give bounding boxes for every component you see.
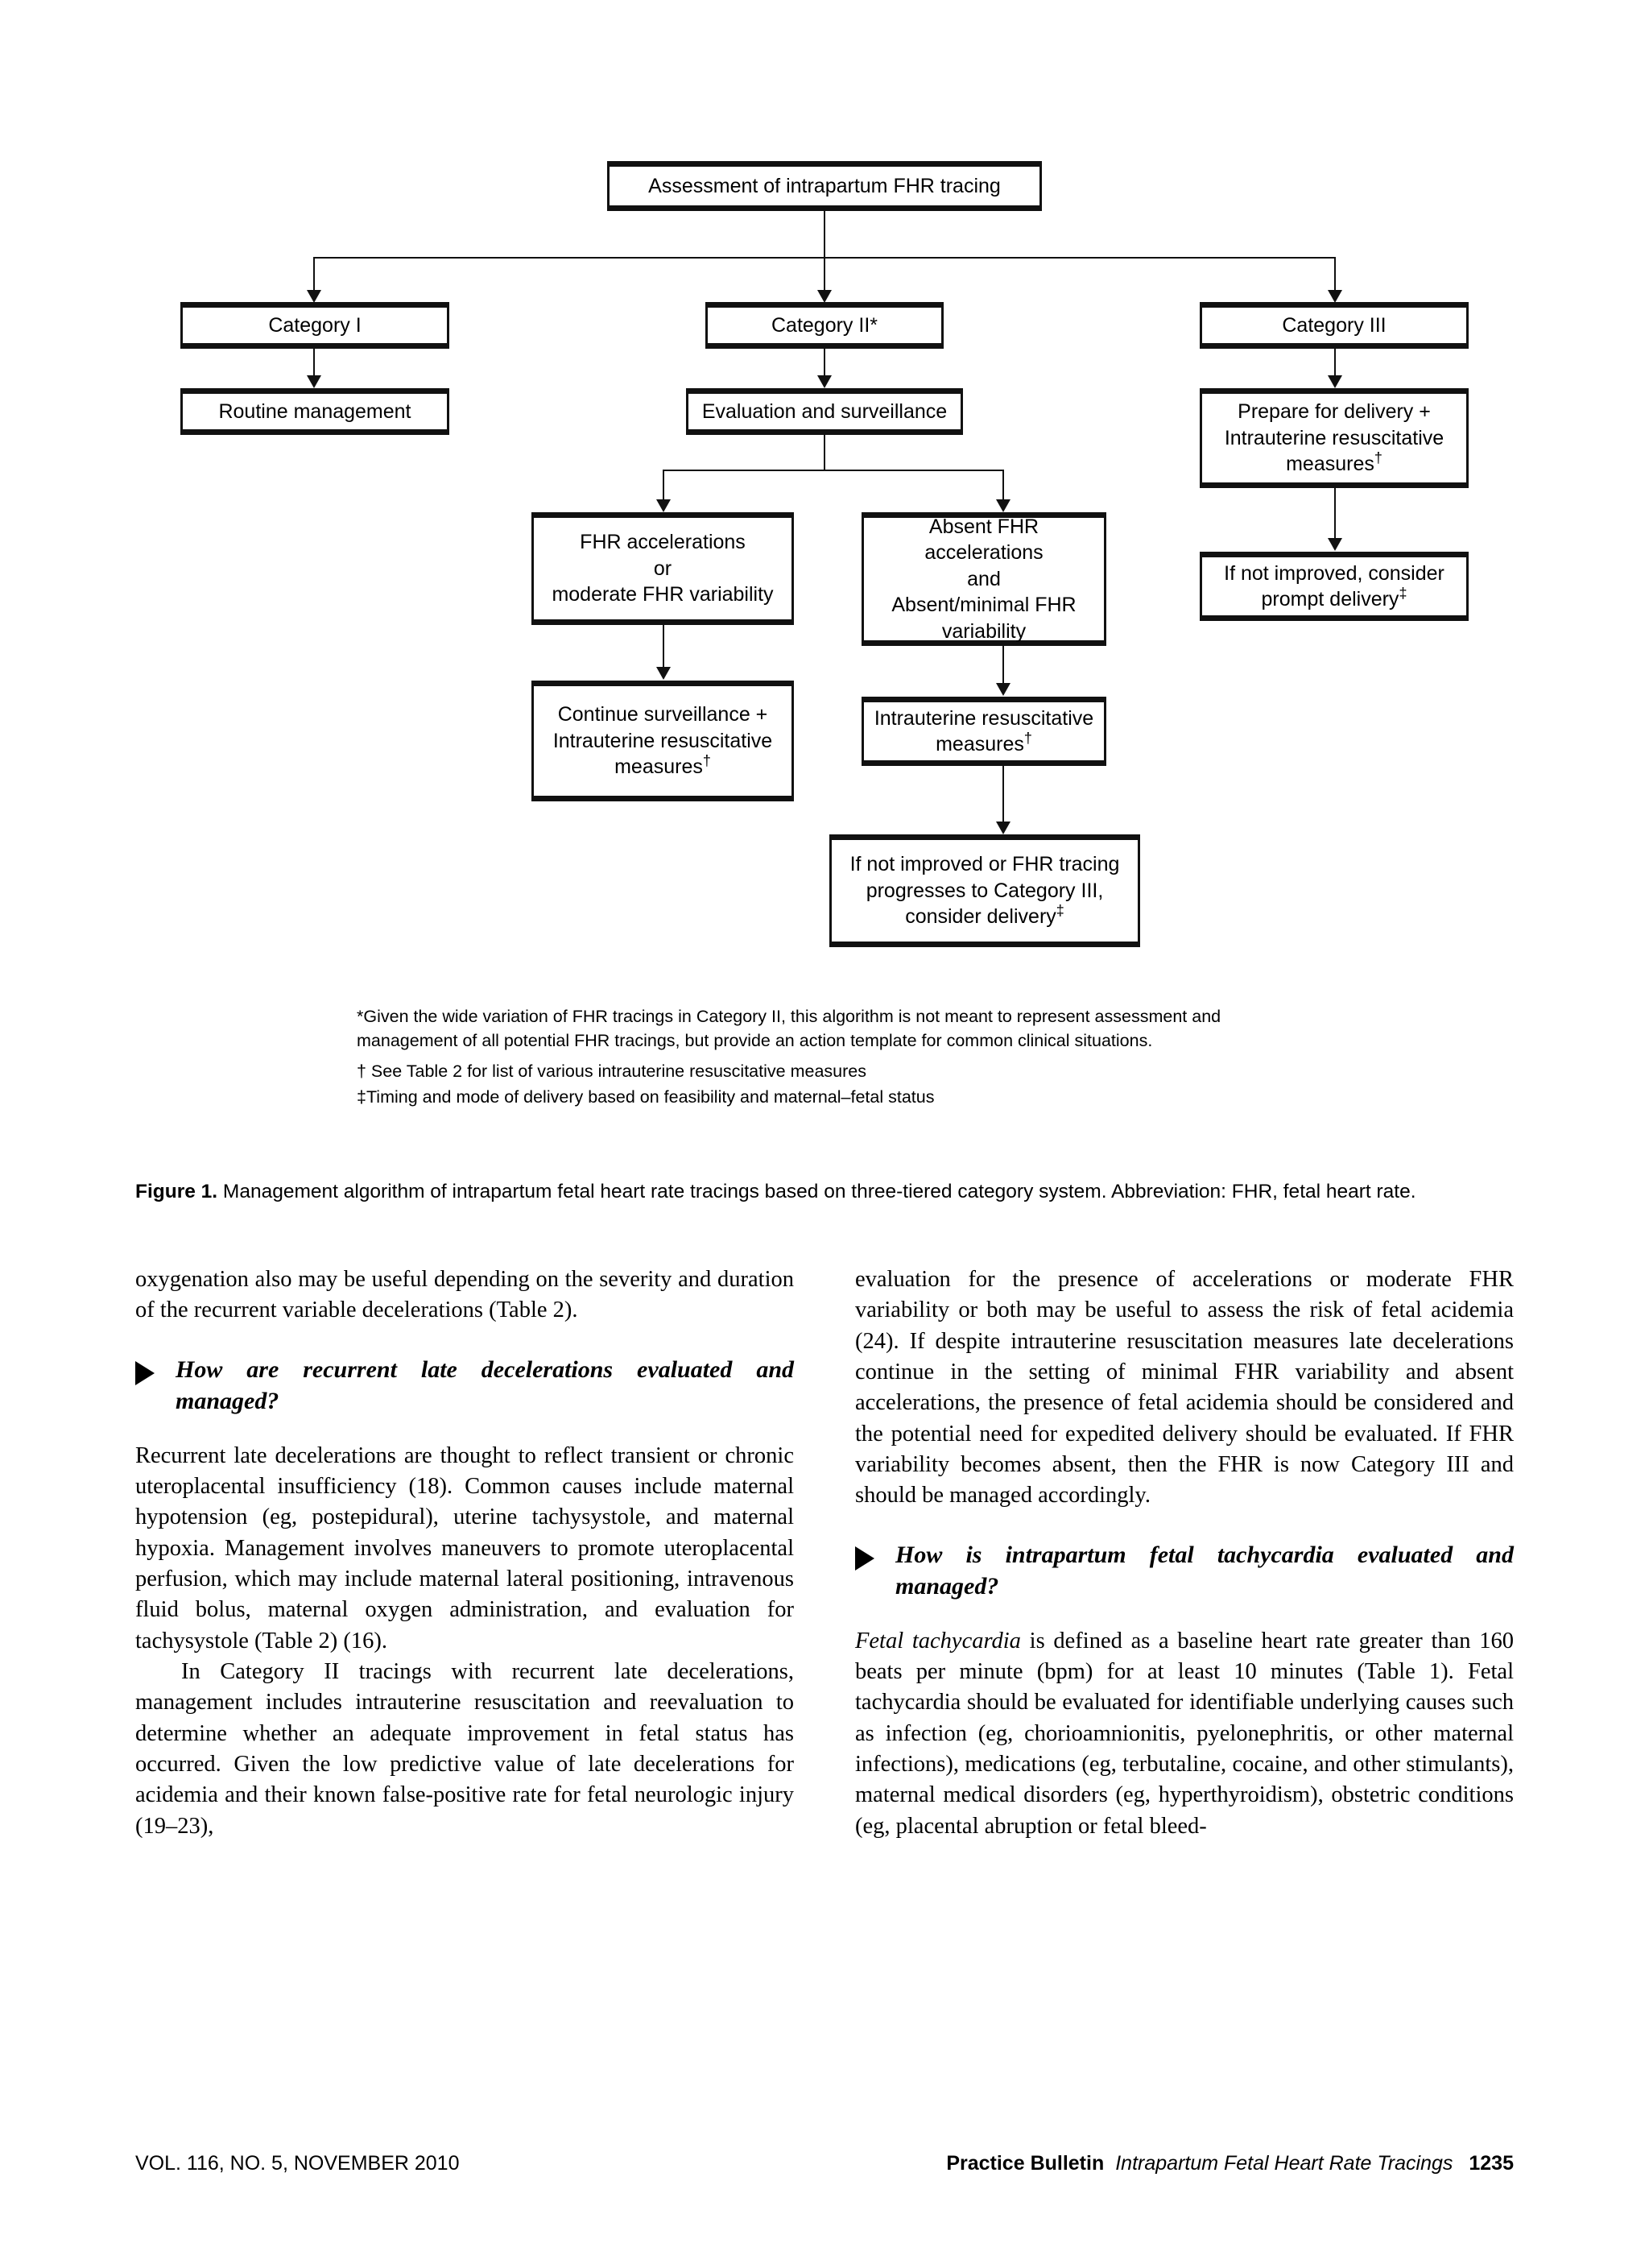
footer-running-head — [946, 2152, 1514, 2175]
right-paragraph-1: evaluation for the presence of accelerations or moderate FHR variability or both may be useful to assess the risk of fetal acidemia (24). If despite intrauterine resuscitation measures late decelerations continue in the setting of minimal FHR variability and absent accelerations, the presence of fetal acidemia should be considered and the potential need for expedited delivery should be evaluated. If FHR variability becomes absent, then the FHR is now Category III and should be managed accordingly. — [855, 1267, 1514, 1509]
prepare-footnote-marker: † — [1374, 449, 1382, 466]
footer-volume-info: VOL. 116, NO. 5, NOVEMBER 2010 — [135, 2152, 460, 2175]
flow-box-fhr-accelerations — [531, 512, 794, 625]
flow-box-prepare-delivery-label — [1209, 399, 1460, 478]
flow-box-continue-surveillance-label — [540, 702, 785, 780]
accel-line-3: moderate FHR variability — [552, 583, 774, 606]
arrow-absent — [996, 499, 1010, 512]
flow-box-evaluation-surveillance — [686, 388, 963, 435]
connector-drop-cat3 — [1334, 257, 1336, 293]
figure-caption-text: Management algorithm of intrapartum fetal heart rate tracings based on three-tiered category system. Abbreviation: FHR, fetal heart rate. — [217, 1181, 1416, 1202]
notimproved-footnote-marker: ‡ — [1399, 585, 1407, 602]
flow-box-root — [607, 161, 1042, 211]
footer-section-label: Practice Bulletin — [946, 2152, 1105, 2175]
right-paragraph-2-italic-lead: Fetal tachycardia — [855, 1628, 1021, 1653]
prepare-line-1: Prepare for delivery + — [1238, 400, 1431, 424]
question-heading-left-text: How are recurrent late decelerations evaluated and managed? — [176, 1355, 794, 1414]
absent-line-4: variability — [941, 619, 1027, 643]
arrow-evaluation — [817, 375, 832, 388]
absent-line-1: Absent FHR accelerations — [924, 515, 1044, 565]
flow-box-intrauterine-resuscitative — [862, 697, 1106, 766]
continue-line-3: measures — [614, 755, 703, 779]
body-column-right — [855, 1264, 1514, 1842]
iur-line-1: Intrauterine resuscitative — [874, 706, 1094, 730]
progress-line-3: consider delivery — [905, 905, 1056, 929]
flow-box-prepare-delivery — [1200, 388, 1469, 488]
right-paragraph-2 — [855, 1626, 1514, 1842]
question-heading-right-text: How is intrapartum fetal tachycardia evaluated and managed? — [895, 1541, 1514, 1600]
footnote-dagger: † See Table 2 for list of various intrauterine resuscitative measures — [357, 1062, 866, 1082]
flow-box-category-2 — [705, 302, 944, 349]
flow-box-routine-management — [180, 388, 449, 435]
iur-footnote-marker: † — [1023, 730, 1032, 747]
left-paragraph-3: In Category II tracings with recurrent late decelerations, management includes intrauterine resuscitation and reevaluation to determine whether an adequate improvement in fetal status has occurred. Given the low predictive value of late decelerations for acidemia and their known false-positive rate for fetal neurologic injury (19–23), — [135, 1658, 794, 1839]
connector-drop-accel — [663, 470, 664, 502]
arrow-cat2 — [817, 290, 832, 303]
footnote-double-dagger: ‡Timing and mode of delivery based on feasibility and maternal–fetal status — [357, 1086, 935, 1107]
triangle-bullet-icon — [855, 1546, 874, 1571]
left-paragraph-1: oxygenation also may be useful depending on the severity and duration of the recurrent variable decelerations (Table 2). — [135, 1267, 794, 1323]
connector-drop-cat1 — [313, 257, 315, 293]
figure-footnotes — [357, 1005, 1230, 1111]
arrow-progress — [996, 822, 1010, 834]
absent-line-2: and — [967, 567, 1001, 590]
flow-box-category-2-label: Category II* — [771, 313, 878, 337]
continue-line-1: Continue surveillance + — [557, 703, 768, 726]
absent-line-3: Absent/minimal FHR — [891, 594, 1077, 617]
arrow-accel — [656, 499, 671, 512]
accel-line-1: FHR accelerations — [580, 531, 746, 554]
flow-box-category-1 — [180, 302, 449, 349]
triangle-bullet-icon — [135, 1361, 155, 1385]
connector-drop-absent — [1002, 470, 1004, 502]
flow-box-if-not-improved-label — [1209, 561, 1460, 613]
question-heading-recurrent-late-decelerations — [135, 1354, 794, 1417]
arrow-cat1 — [307, 290, 321, 303]
flow-box-category-3-label: Category III — [1282, 313, 1387, 337]
flow-box-category-3 — [1200, 302, 1469, 349]
arrow-prepare — [1328, 375, 1342, 388]
progress-line-1: If not improved or FHR tracing — [849, 853, 1120, 876]
flow-box-absent-fhr-accelerations-label — [870, 514, 1097, 645]
iur-line-2: measures — [936, 733, 1024, 755]
arrow-cat3 — [1328, 290, 1342, 303]
connector-root-stem — [824, 211, 825, 258]
arrow-routine — [307, 375, 321, 388]
continue-line-2: Intrauterine resuscitative — [552, 729, 773, 752]
prepare-line-2: Intrauterine resuscitative — [1224, 426, 1444, 449]
flow-box-category-1-label: Category I — [268, 313, 362, 337]
connector-eval-bus — [663, 470, 1004, 471]
notimproved-line-2: prompt delivery — [1261, 588, 1399, 610]
flow-box-routine-management-label: Routine management — [218, 399, 411, 423]
flow-box-if-not-improved — [1200, 552, 1469, 621]
flow-box-evaluation-surveillance-label: Evaluation and surveillance — [701, 399, 948, 423]
connector-drop-cat2 — [824, 257, 825, 293]
flow-box-continue-surveillance — [531, 681, 794, 801]
figure-flowchart — [0, 0, 1649, 1007]
footer-page-number: 1235 — [1469, 2152, 1514, 2175]
flow-box-fhr-accelerations-label — [540, 529, 785, 608]
progress-footnote-marker: ‡ — [1056, 902, 1064, 919]
arrow-notimproved — [1328, 538, 1342, 551]
figure-caption-label: Figure 1. — [135, 1181, 218, 1202]
flow-box-absent-fhr-accelerations — [862, 512, 1106, 646]
flow-box-root-label: Assessment of intrapartum FHR tracing — [648, 174, 1001, 197]
connector-eval-stem — [824, 435, 825, 470]
arrow-iur — [996, 683, 1010, 696]
body-column-left — [135, 1264, 794, 1842]
progress-line-2: progresses to Category III, — [866, 879, 1104, 902]
question-heading-fetal-tachycardia — [855, 1539, 1514, 1602]
prepare-line-3: measures — [1286, 453, 1374, 476]
figure-caption — [135, 1178, 1514, 1206]
left-paragraph-2: Recurrent late decelerations are thought to reflect transient or chronic uteroplacental insufficiency (18). Common causes include maternal hypotension (eg, postepidural), uterine tachysystole, and maternal hypoxia. Management involves maneuvers to promote uteroplacental perfusion, which may include maternal lateral positioning, intravenous fluid bolus, maternal oxygen administration, and evaluation for tachysystole (Table 2) (16). — [135, 1442, 794, 1653]
continue-footnote-marker: † — [702, 752, 711, 769]
arrow-continue — [656, 667, 671, 680]
flow-box-progresses-category-iii-label — [838, 851, 1131, 930]
footnote-asterisk: *Given the wide variation of FHR tracings in Category II, this algorithm is not meant to represent assessment and management of all potential FHR tracings, but provide an action template for common clinical situations. — [357, 1007, 1221, 1050]
right-paragraph-2-rest: is defined as a baseline heart rate greater than 160 beats per minute (bpm) for at least 10 minutes (Table 1). Fetal tachycardia should be evaluated for identifiable underlying causes such as infection (eg, chorioamnionitis, pyelonephritis, or other maternal infections), medications (eg, terbutaline, cocaine, and other stimulants), maternal medical disorders (eg, hyperthyroidism), obstetric conditions (eg, placental abruption or fetal bleed- — [855, 1628, 1514, 1839]
footer-article-title: Intrapartum Fetal Heart Rate Tracings — [1115, 2152, 1453, 2175]
flow-box-intrauterine-resuscitative-label — [870, 706, 1097, 758]
accel-line-2: or — [653, 557, 672, 580]
flow-box-progresses-category-iii — [829, 834, 1140, 947]
notimproved-line-1: If not improved, consider — [1224, 561, 1444, 585]
